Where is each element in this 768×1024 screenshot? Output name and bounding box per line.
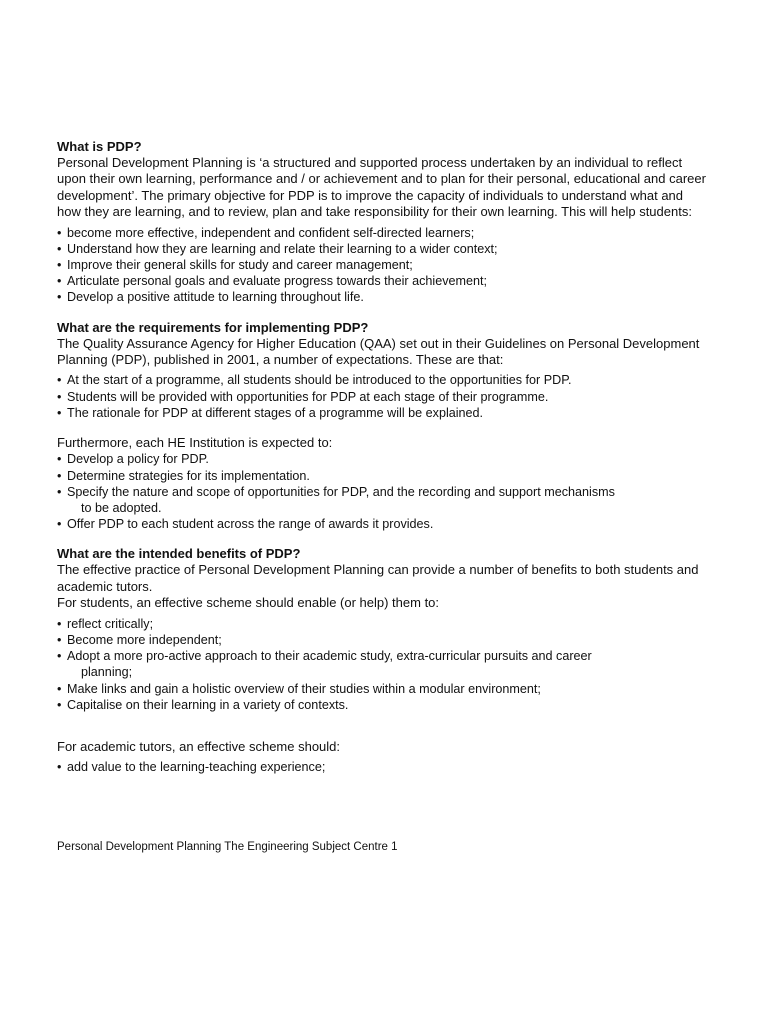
section-benefits (57, 546, 707, 775)
list-item: • reflect critically; (57, 616, 707, 632)
list-item: • Capitalise on their learning in a variety of contexts. (57, 697, 707, 713)
section-intro: The Quality Assurance Agency for Higher Education (QAA) set out in their Guidelines on Personal Development Planning (PDP), published in 2001, a number of expectations. These are that: (57, 335, 700, 368)
list-item: • Become more independent; (57, 632, 707, 648)
bullet-list (57, 225, 707, 306)
list-item: • Students will be provided with opportunities for PDP at each stage of their programme. (57, 389, 707, 405)
list-item: • Understand how they are learning and relate their learning to a wider context; (57, 241, 707, 257)
list-item: • become more effective, independent and confident self-directed learners; (57, 225, 707, 241)
bullet-list (57, 372, 707, 421)
list-item: • Develop a positive attitude to learning throughout life. (57, 289, 707, 305)
list-item: • At the start of a programme, all students should be introduced to the opportunities for PDP. (57, 372, 707, 388)
section-what-is-pdp (57, 139, 707, 306)
page-footer: Personal Development Planning The Engineering Subject Centre 1 (57, 841, 398, 853)
list-item-continuation: planning; (81, 665, 133, 680)
section-heading: What are the requirements for implementing PDP? (57, 319, 369, 335)
section-heading: What is PDP? (57, 139, 142, 154)
section-intro-students: For students, an effective scheme should enable (or help) them to: (57, 595, 440, 611)
section-intro-secondary: Furthermore, each HE Institution is expected to: (57, 435, 333, 451)
list-item-text: Specify the nature and scope of opportunities for PDP, and the recording and support mechanisms (67, 484, 615, 499)
section-intro-tutors: For academic tutors, an effective scheme should: (57, 738, 341, 754)
list-item-continuation: to be adopted. (81, 501, 162, 516)
list-item: • Develop a policy for PDP. (57, 451, 707, 467)
section-intro: Personal Development Planning is ‘a structured and supported process undertaken by an individual to reflect upon their own learning, performance and / or achievement and to plan for their personal, educational and career development’. The primary objective for PDP is to improve the capacity of individuals to understand what and how they are learning, and to review, plan and take responsibility for their own learning. This will help students: (57, 155, 706, 220)
list-item-text: Adopt a more pro-active approach to their academic study, extra-curricular pursuits and career (67, 649, 592, 664)
list-item (57, 648, 707, 680)
list-item: • Improve their general skills for study and career management; (57, 257, 707, 273)
list-item: • add value to the learning-teaching experience; (57, 759, 707, 775)
list-item: • Make links and gain a holistic overview of their studies within a modular environment; (57, 681, 707, 697)
list-item: • Articulate personal goals and evaluate progress towards their achievement; (57, 273, 707, 289)
bullet-list (57, 451, 707, 532)
bullet-list (57, 616, 707, 713)
bullet-list (57, 759, 707, 775)
list-item: • Offer PDP to each student across the range of awards it provides. (57, 516, 707, 532)
document-content (57, 139, 707, 776)
list-item: • The rationale for PDP at different stages of a programme will be explained. (57, 405, 707, 421)
section-heading: What are the intended benefits of PDP? (57, 546, 301, 562)
section-requirements (57, 320, 707, 533)
list-item (57, 484, 707, 516)
list-item: • Determine strategies for its implementation. (57, 468, 707, 484)
section-intro: The effective practice of Personal Development Planning can provide a number of benefits to both students and academic tutors. (57, 562, 699, 594)
